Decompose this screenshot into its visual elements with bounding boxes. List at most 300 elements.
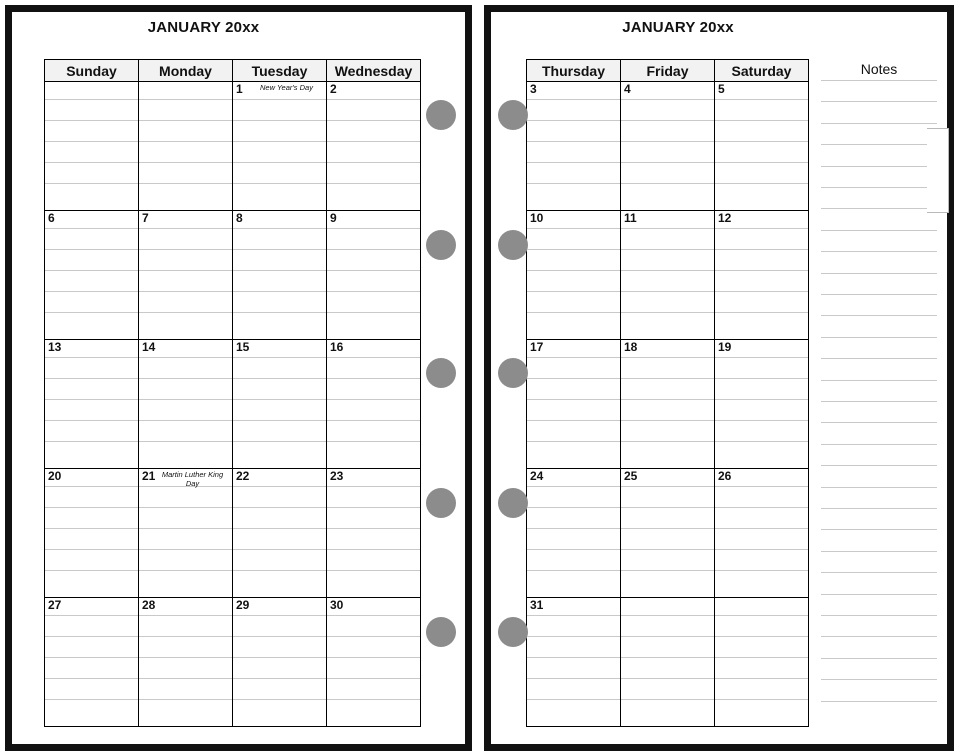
rule-line [621,657,714,658]
rule-line [45,99,138,100]
day-number: 26 [718,469,732,483]
cell-rule-lines [45,82,138,210]
rule-line [715,162,808,163]
rule-line [233,441,326,442]
rule-line [45,270,138,271]
rule-line [139,378,232,379]
rule-line [715,249,808,250]
day-number: 24 [530,469,544,483]
rule-line [621,636,714,637]
column-header-monday: Monday [139,60,233,82]
day-number: 30 [330,598,344,612]
day-number: 19 [718,340,732,354]
rule-line [45,378,138,379]
rule-line [621,570,714,571]
cell-rule-lines [233,340,326,468]
cell-rule-lines [621,211,714,339]
binder-hole [498,100,528,130]
cell-rule-lines [233,469,326,597]
binder-hole [426,230,456,260]
day-cell[interactable] [327,211,421,340]
notes-rule-line [821,208,937,209]
cell-rule-lines [45,211,138,339]
binder-hole [498,230,528,260]
day-cell[interactable] [527,211,621,340]
day-number: 12 [718,211,732,225]
day-cell[interactable] [715,469,809,598]
notes-rule-line [821,123,937,124]
rule-line [621,357,714,358]
rule-line [45,678,138,679]
notes-rule-line [821,551,937,552]
week-row [45,82,421,211]
notes-rule-line [821,144,937,145]
rule-line [233,399,326,400]
left-month-title: JANUARY 20xx [147,19,260,36]
column-header-sunday: Sunday [45,60,139,82]
day-cell[interactable] [715,340,809,469]
notes-rule-line [821,444,937,445]
rule-line [139,441,232,442]
day-number: 13 [48,340,62,354]
rule-line [139,678,232,679]
day-number: 16 [330,340,344,354]
rule-line [139,183,232,184]
cell-rule-lines [233,211,326,339]
rule-line [45,228,138,229]
rule-line [527,507,620,508]
day-cell[interactable] [233,82,327,211]
rule-line [139,99,232,100]
rule-line [139,270,232,271]
rule-line [233,678,326,679]
notes-label: Notes [860,61,898,77]
day-cell[interactable] [715,82,809,211]
day-number: 31 [530,598,544,612]
day-cell[interactable] [327,340,421,469]
day-number: 11 [624,211,637,225]
rule-line [527,441,620,442]
day-cell[interactable] [139,340,233,469]
rule-line [527,141,620,142]
cell-rule-lines [715,211,808,339]
cell-rule-lines [45,340,138,468]
rule-line [45,120,138,121]
rule-line [327,486,420,487]
day-number: 1 [236,82,243,96]
column-header-tuesday: Tuesday [233,60,327,82]
rule-line [327,549,420,550]
notes-rule-line [821,251,937,252]
rule-line [233,507,326,508]
week-row [527,469,809,598]
left-binder-holes [426,0,456,756]
notes-rule-line [821,187,937,188]
rule-line [139,141,232,142]
cell-rule-lines [621,340,714,468]
rule-line [233,141,326,142]
day-cell[interactable] [139,469,233,598]
day-cell[interactable] [527,598,621,727]
cell-rule-lines [139,469,232,597]
rule-line [527,549,620,550]
rule-line [715,507,808,508]
rule-line [139,570,232,571]
day-number: 27 [48,598,62,612]
notes-column [821,59,937,721]
day-cell[interactable] [621,598,715,727]
rule-line [715,357,808,358]
cell-rule-lines [45,598,138,726]
day-cell[interactable] [327,82,421,211]
rule-line [139,507,232,508]
notes-rule-line [821,615,937,616]
rule-line [621,270,714,271]
notes-rule-line [821,337,937,338]
notes-rule-line [821,358,937,359]
rule-line [327,162,420,163]
right-header-row [527,60,809,82]
rule-line [527,312,620,313]
day-cell[interactable] [715,598,809,727]
day-number: 5 [718,82,725,96]
rule-line [327,636,420,637]
rule-line [327,657,420,658]
rule-line [327,99,420,100]
left-calendar-grid [44,59,421,727]
rule-line [233,312,326,313]
day-cell[interactable] [139,598,233,727]
left-page [5,5,472,751]
rule-line [527,657,620,658]
rule-line [715,657,808,658]
cell-rule-lines [527,82,620,210]
week-row [527,340,809,469]
rule-line [45,141,138,142]
notes-rule-line [821,636,937,637]
rule-line [527,399,620,400]
day-number: 8 [236,211,243,225]
rule-line [45,399,138,400]
rule-line [233,699,326,700]
cell-rule-lines [233,598,326,726]
cell-rule-lines [715,469,808,597]
rule-line [715,441,808,442]
day-cell[interactable] [527,340,621,469]
day-number: 17 [530,340,544,354]
cell-rule-lines [527,598,620,726]
rule-line [233,99,326,100]
notes-rule-line [821,465,937,466]
rule-line [715,141,808,142]
rule-line [233,162,326,163]
day-cell[interactable] [621,82,715,211]
cell-rule-lines [715,340,808,468]
rule-line [621,678,714,679]
rule-line [45,486,138,487]
notes-rule-line [821,380,937,381]
rule-line [327,249,420,250]
rule-line [715,99,808,100]
rule-line [621,228,714,229]
notes-rule-line [821,508,937,509]
day-number: 10 [530,211,544,225]
rule-line [327,699,420,700]
notes-rule-line [821,572,937,573]
day-cell[interactable] [139,82,233,211]
week-row [527,82,809,211]
rule-line [527,570,620,571]
rule-line [621,141,714,142]
notes-rule-line [821,230,937,231]
day-cell[interactable] [621,340,715,469]
binder-hole [426,617,456,647]
rule-line [621,291,714,292]
rule-line [233,228,326,229]
rule-line [621,399,714,400]
rule-line [139,657,232,658]
week-row [45,211,421,340]
rule-line [715,699,808,700]
cell-rule-lines [715,598,808,726]
notes-rule-line [821,315,937,316]
rule-line [527,291,620,292]
notes-rule-line [821,273,937,274]
rule-line [327,141,420,142]
rule-line [715,183,808,184]
left-weeks [45,82,421,727]
rule-line [327,378,420,379]
rule-line [327,120,420,121]
rule-line [45,549,138,550]
cell-rule-lines [327,82,420,210]
rule-line [715,528,808,529]
rule-line [327,399,420,400]
notes-rule-line [821,529,937,530]
rule-line [139,528,232,529]
binder-hole [498,358,528,388]
binder-hole [426,100,456,130]
right-calendar-grid [526,59,809,727]
rule-line [527,378,620,379]
right-binder-holes [498,0,528,756]
rule-line [527,183,620,184]
rule-line [233,528,326,529]
right-page [484,5,954,751]
rule-line [621,420,714,421]
right-weeks [527,82,809,727]
column-header-thursday: Thursday [527,60,621,82]
day-number: 6 [48,211,55,225]
rule-line [45,162,138,163]
cell-rule-lines [527,340,620,468]
day-cell[interactable] [45,598,139,727]
rule-line [233,357,326,358]
rule-line [45,528,138,529]
rule-line [621,699,714,700]
week-row [45,469,421,598]
day-number: 21 [142,469,156,483]
notes-rule-line [821,701,937,702]
day-number: 23 [330,469,344,483]
day-cell[interactable] [715,211,809,340]
left-calendar-table [44,59,421,727]
notes-rule-line [821,679,937,680]
rule-line [45,636,138,637]
rule-line [139,357,232,358]
cell-rule-lines [327,598,420,726]
day-cell[interactable] [327,469,421,598]
rule-line [527,357,620,358]
day-cell[interactable] [45,82,139,211]
day-cell[interactable] [45,469,139,598]
right-calendar-table [526,59,809,727]
holiday-label: Martin Luther King Day [161,470,224,488]
day-cell[interactable] [233,469,327,598]
rule-line [233,120,326,121]
day-cell[interactable] [139,211,233,340]
day-number: 9 [330,211,337,225]
day-cell[interactable] [327,598,421,727]
rule-line [621,249,714,250]
spread-gutter [479,0,481,756]
rule-line [139,162,232,163]
week-row [45,340,421,469]
day-cell[interactable] [233,598,327,727]
rule-line [233,615,326,616]
left-page-inner [12,12,465,744]
rule-line [715,228,808,229]
rule-line [139,636,232,637]
day-cell[interactable] [45,340,139,469]
notes-writing-area[interactable] [821,80,937,721]
week-row [527,211,809,340]
day-cell[interactable] [45,211,139,340]
rule-line [527,228,620,229]
rule-line [327,357,420,358]
rule-line [139,699,232,700]
binder-hole [498,617,528,647]
rule-line [45,420,138,421]
rule-line [527,270,620,271]
cell-rule-lines [139,211,232,339]
rule-line [233,183,326,184]
right-page-inner [491,12,947,744]
day-cell[interactable] [233,211,327,340]
day-number: 28 [142,598,156,612]
day-number: 7 [142,211,149,225]
rule-line [45,615,138,616]
rule-line [621,507,714,508]
day-cell[interactable] [233,340,327,469]
day-number: 29 [236,598,250,612]
day-cell[interactable] [621,211,715,340]
rule-line [139,549,232,550]
day-number: 3 [530,82,537,96]
rule-line [45,441,138,442]
notes-rule-line [821,487,937,488]
rule-line [139,249,232,250]
notes-rule-line [821,658,937,659]
rule-line [715,549,808,550]
day-number: 25 [624,469,638,483]
rule-line [621,441,714,442]
rule-line [715,312,808,313]
rule-line [715,399,808,400]
cell-rule-lines [139,82,232,210]
cell-rule-lines [715,82,808,210]
day-number: 20 [48,469,62,483]
rule-line [139,291,232,292]
rule-line [327,228,420,229]
rule-line [233,549,326,550]
rule-line [715,570,808,571]
cell-rule-lines [45,469,138,597]
rule-line [527,636,620,637]
week-row [527,598,809,727]
rule-line [621,312,714,313]
rule-line [527,162,620,163]
day-number: 14 [142,340,156,354]
rule-line [327,507,420,508]
rule-line [715,291,808,292]
notes-tab-marker [927,128,949,213]
rule-line [139,420,232,421]
rule-line [621,615,714,616]
rule-line [715,378,808,379]
notes-rule-line [821,166,937,167]
rule-line [233,657,326,658]
rule-line [327,615,420,616]
day-number: 15 [236,340,250,354]
cell-rule-lines [621,469,714,597]
cell-rule-lines [621,82,714,210]
rule-line [527,420,620,421]
rule-line [621,486,714,487]
cell-rule-lines [527,469,620,597]
rule-line [621,528,714,529]
rule-line [233,570,326,571]
column-header-saturday: Saturday [715,60,809,82]
rule-line [327,570,420,571]
rule-line [45,249,138,250]
rule-line [621,183,714,184]
rule-line [45,507,138,508]
rule-line [621,99,714,100]
notes-rule-line [821,401,937,402]
notes-rule-line [821,101,937,102]
rule-line [139,615,232,616]
rule-line [139,312,232,313]
rule-line [327,420,420,421]
day-cell[interactable] [527,82,621,211]
notes-rule-line [821,80,937,81]
rule-line [233,486,326,487]
rule-line [327,270,420,271]
rule-line [527,615,620,616]
rule-line [715,120,808,121]
rule-line [233,270,326,271]
notes-rule-line [821,594,937,595]
holiday-label: New Year's Day [260,83,313,92]
rule-line [527,678,620,679]
rule-line [327,678,420,679]
column-header-wednesday: Wednesday [327,60,421,82]
day-cell[interactable] [621,469,715,598]
day-number: 4 [624,82,631,96]
day-cell[interactable] [527,469,621,598]
rule-line [527,249,620,250]
